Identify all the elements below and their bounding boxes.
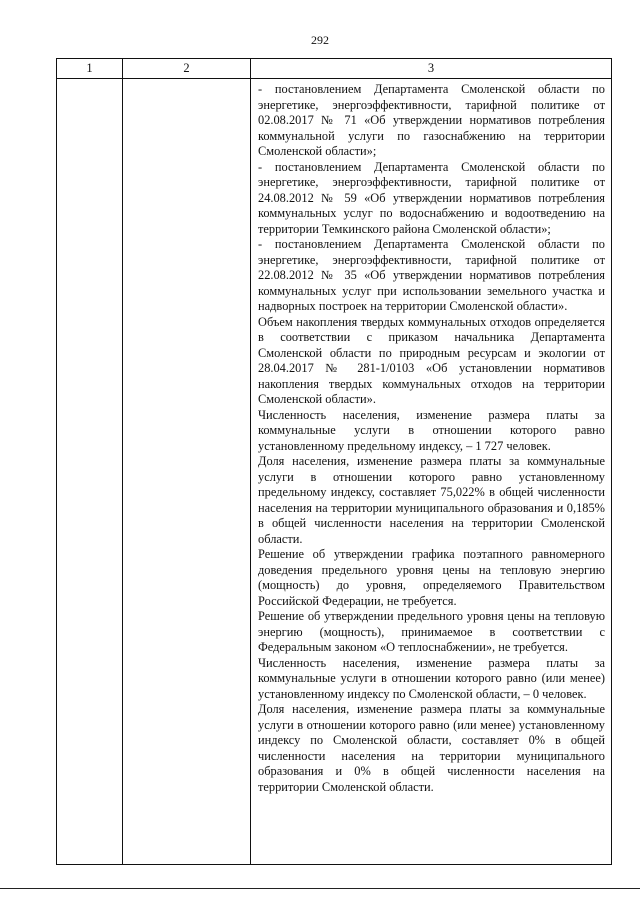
paragraph-heat-schedule: Решение об утверждении графика поэтапного равномерного доведения предельного уровня цены на тепловую энергию (мощность) до уровня, определяемого Правительством Российской Федерации, не требуется. <box>258 547 605 608</box>
column-header-3: 3 <box>251 59 612 79</box>
paragraph-population-share: Доля населения, изменение размера платы за коммунальные услуги в отношении которого равно установленному предельному индексу, составляет 75,022% в общей численности населения на территории муниципального образования и 0,185% в общей численности населения на территории Смоленской области. <box>258 454 605 546</box>
column-header-2: 2 <box>123 59 251 79</box>
cell-column-3 <box>251 79 612 865</box>
paragraph-population-count: Численность населения, изменение размера платы за коммунальные услуги в отношении которого равно установленному предельному индексу, – 1 727 человек. <box>258 407 605 453</box>
cell-column-1 <box>57 79 123 865</box>
cell-content <box>251 79 611 795</box>
table-row <box>57 79 612 865</box>
paragraph-waste-volume: Объем накопления твердых коммунальных отходов определяется в соответствии с приказом начальника Департамента Смоленской области по природным ресурсам и экологии от 28.04.2017 № 281-1/0103 «Об установлении нормативов накопления твердых коммунальных отходов на территории Смоленской области». <box>258 314 605 406</box>
paragraph-regional-index-count: Численность населения, изменение размера платы за коммунальные услуги в отношении которого равно (или менее) установленному индексу по Смоленской области, – 0 человек. <box>258 655 605 701</box>
paragraph-gas-norms: - постановлением Департамента Смоленской области по энергетике, энергоэффективности, тарифной политике от 02.08.2017 № 71 «Об утверждении нормативов потребления коммунальной услуги по газоснабжению на территории Смоленской области»; <box>258 82 605 158</box>
cell-column-2 <box>123 79 251 865</box>
document-table <box>56 58 612 865</box>
paragraph-regional-index-share: Доля населения, изменение размера платы за коммунальные услуги в отношении которого равно (или менее) установленному индексу по Смоленской области, составляет 0% в общей численности населения на территории муниципального образования и 0% в общей численности населения на территории Смоленской области. <box>258 702 605 794</box>
page-number: 292 <box>311 33 329 47</box>
paragraph-heat-price-limit: Решение об утверждении предельного уровня цены на тепловую энергию (мощность), принимаемое в соответствии с Федеральным законом «О теплоснабжении», не требуется. <box>258 609 605 654</box>
paragraph-water-norms: - постановлением Департамента Смоленской области по энергетике, энергоэффективности, тарифной политике от 24.08.2012 № 59 «Об утверждении нормативов потребления коммунальных услуг по водоснабжению и водоотведению на территории Темкинского района Смоленской области»; <box>258 159 605 236</box>
table-header-row <box>57 59 612 79</box>
bottom-rule <box>0 888 640 889</box>
paragraph-land-norms: - постановлением Департамента Смоленской области по энергетике, энергоэффективности, тарифной политике от 22.08.2012 № 35 «Об утверждении нормативов потребления коммунальных услуг при использовании земельного участка и надворных построек на территории Смоленской области». <box>258 237 605 313</box>
column-header-1: 1 <box>57 59 123 79</box>
